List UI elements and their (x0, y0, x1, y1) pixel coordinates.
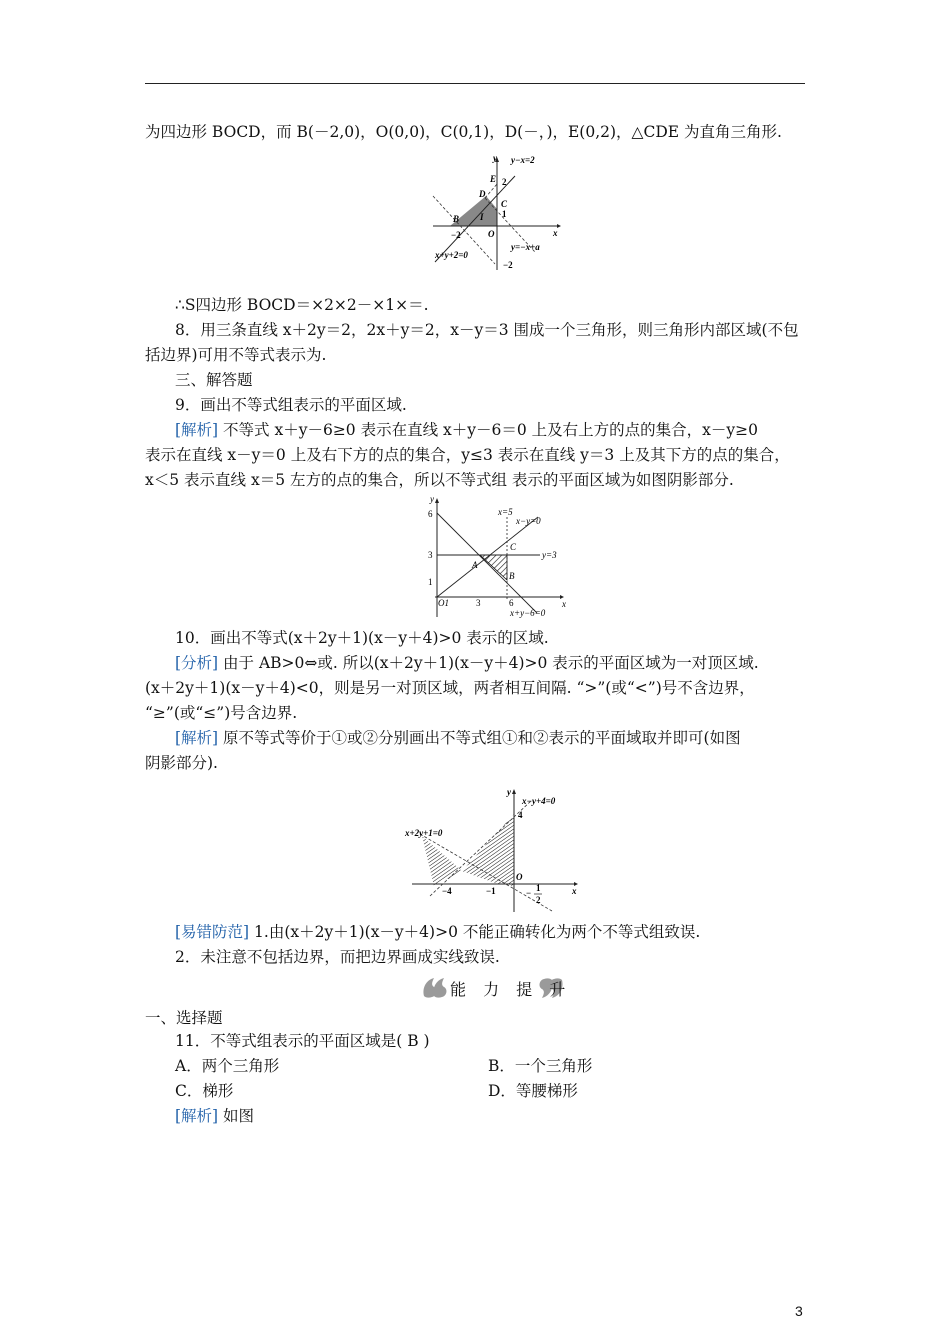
tick-2: 2 (502, 177, 507, 187)
line-x-minus-y (437, 517, 538, 597)
point-c: C (510, 542, 517, 552)
origin-label: O (516, 872, 523, 882)
text-line: [解析] 不等式 x＋y－6≥0 表示在直线 x＋y－6＝0 上及右上方的点的集合，x－y≥0 (175, 421, 759, 439)
x-label: x (562, 599, 566, 609)
hatched-region-left (422, 836, 462, 886)
x-label: x (553, 228, 558, 238)
option-b: B．一个三角形 (488, 1057, 593, 1075)
hatched-region (480, 555, 507, 580)
point-e: E (490, 174, 497, 184)
label-x-y-2: x+y+2=0 (435, 250, 468, 260)
tick-6-y: 6 (428, 509, 433, 519)
option-d: D．等腰梯形 (488, 1082, 578, 1100)
label-x-5: x=5 (498, 507, 513, 517)
text-line: 9．画出不等式组表示的平面区域. (175, 396, 407, 414)
x-label: x (572, 886, 577, 896)
text-line: 为四边形 BOCD，而 B(－2,0)，O(0,0)，C(0,1)，D(－，)，E(0,2)，△CDE 为直角三角形. (145, 123, 782, 141)
text-line: [分析] 由于 AB>0⇔或. 所以(x＋2y＋1)(x－y＋4)>0 表示的平面区域为一对顶区域. (175, 654, 759, 672)
line-x-plus-y-6 (437, 513, 537, 613)
tick-3-y: 3 (428, 550, 433, 560)
tick-half-num: 1 (536, 883, 541, 893)
section-title: 能 力 提 升 (450, 980, 572, 999)
tick-neg2-x: −2 (451, 230, 461, 240)
point-o: O (488, 229, 495, 239)
text-line: [解析] 原不等式等价于①或②分别画出不等式组①和②表示的平面域取并即可(如图 (175, 729, 741, 747)
section-heading: 一、选择题 (145, 1009, 223, 1027)
text-line: 阴影部分). (145, 754, 218, 772)
text-line: 2．未注意不包括边界，而把边界画成实线致误. (175, 948, 500, 966)
solution-tag: [解析] (175, 1107, 219, 1125)
question-line: 11．不等式组表示的平面区域是( B ) (175, 1032, 430, 1050)
text-line: 表示在直线 x－y＝0 上及右下方的点的集合，y≤3 表示在直线 y＝3 上及其下方的点的集合， (145, 446, 790, 464)
page-number: 3 (795, 1303, 803, 1319)
label-y-minus-x: y−x=2 (511, 155, 535, 165)
text-line: [易错防范] 1.由(x＋2y＋1)(x－y＋4)>0 不能正确转化为两个不等式组致误. (175, 923, 701, 941)
text-line: (x＋2y＋1)(x－y＋4)<0，则是另一对顶区域，两者相互间隔. “>”(或“<”)号不含边界， (145, 679, 755, 697)
text-line: 括边界)可用不等式表示为. (145, 346, 327, 364)
option-c: C．梯形 (175, 1082, 234, 1100)
tick-6-x: 6 (509, 598, 514, 608)
label-y-3: y=3 (542, 550, 557, 560)
point-b: B (453, 214, 460, 224)
text-line: [解析] 如图 (175, 1107, 255, 1125)
tick-1: 1 (502, 209, 507, 219)
label-x-minus-y: x−y=0 (516, 516, 541, 526)
analysis-tag: [分析] (175, 654, 219, 672)
tick-neg1: −1 (486, 886, 496, 896)
tick-half-minus: − (526, 888, 532, 898)
label-x-plus-y-6: x+y−6=0 (510, 608, 546, 618)
point-b: B (509, 571, 515, 581)
tick-half-den: 2 (536, 895, 541, 905)
origin-label: O1 (438, 598, 449, 608)
y-label: y (430, 495, 434, 504)
header-rule (145, 83, 805, 84)
option-a: A．两个三角形 (175, 1057, 280, 1075)
section-heading: 三、解答题 (175, 371, 253, 389)
figure-quadrilateral (425, 152, 565, 276)
hatched-region-right (462, 814, 514, 886)
point-d: D (479, 189, 486, 199)
figure-bowtie (402, 786, 582, 916)
tick-4-y: 4 (518, 810, 523, 820)
y-label: y (507, 787, 511, 797)
label-x-2y-1: x+2y+1=0 (405, 828, 443, 838)
text-line: x＜5 表示直线 x＝5 左方的点的集合，所以不等式组 表示的平面区域为如图阴影部分. (145, 471, 734, 489)
y-label: y (493, 153, 497, 163)
tick-neg2-y: −2 (503, 260, 513, 270)
region-i: I (480, 212, 484, 222)
pitfall-tag: [易错防范] (175, 923, 250, 941)
analysis-tag: [解析] (175, 421, 219, 439)
text-line: ∴S四边形 BOCD＝×2×2－×1×＝. (175, 296, 429, 314)
point-c: C (501, 199, 508, 209)
text-line: 10．画出不等式(x＋2y＋1)(x－y＋4)>0 表示的区域. (175, 629, 549, 647)
tick-3-x: 3 (476, 598, 481, 608)
figure-region (420, 495, 568, 620)
point-a: A (472, 560, 478, 570)
tick-1-y: 1 (428, 577, 433, 587)
text-line: 8．用三条直线 x＋2y＝2，2x＋y＝2，x－y＝3 围成一个三角形，则三角形内部区域(不包 (175, 321, 799, 339)
label-x-minus-y-4: x−y+4=0 (522, 796, 556, 806)
text-line: “≥”(或“≤”)号含边界. (145, 704, 298, 722)
solution-tag: [解析] (175, 729, 219, 747)
label-y-neg-x-a: y=−x+a (511, 242, 540, 252)
tick-neg4: −4 (442, 886, 452, 896)
